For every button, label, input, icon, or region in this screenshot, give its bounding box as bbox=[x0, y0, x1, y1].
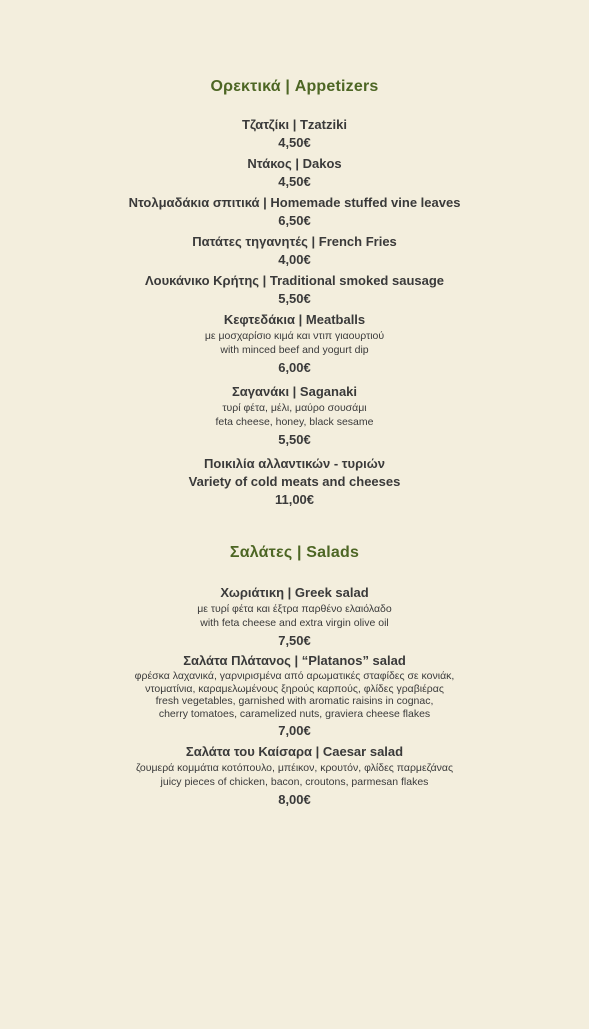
appetizers-title: Ορεκτικά | Appetizers bbox=[210, 78, 379, 95]
item-name: Σαγανάκι | Saganaki bbox=[231, 384, 358, 399]
item-description-gr: ζουμερά κομμάτια κοτόπουλο, μπέικον, κρουτόν, φλίδες παρμεζάνας bbox=[135, 762, 454, 774]
menu-item-caesar-salad bbox=[0, 743, 589, 809]
menu-item-tzatziki bbox=[0, 116, 589, 152]
menu-item-sausage bbox=[0, 272, 589, 308]
item-name: Σαλάτα Πλάτανος | “Platanos” salad bbox=[183, 653, 406, 668]
item-name: Χωριάτικη | Greek salad bbox=[220, 585, 369, 600]
salads-section bbox=[0, 544, 589, 809]
item-price: 5,50€ bbox=[278, 432, 311, 447]
item-name: Λουκάνικο Κρήτης | Traditional smoked sausage bbox=[144, 273, 445, 288]
menu-item-meatballs bbox=[0, 311, 589, 377]
item-name-en: Variety of cold meats and cheeses bbox=[188, 474, 401, 489]
item-description-line: cherry tomatoes, caramelized nuts, graviera cheese flakes bbox=[158, 707, 431, 720]
item-description-line: fresh vegetables, garnished with aromatic raisins in cognac, bbox=[155, 695, 434, 707]
item-name: Ποικιλία αλλαντικών - τυριών bbox=[204, 456, 385, 471]
item-price: 6,50€ bbox=[278, 213, 311, 228]
item-description-en: feta cheese, honey, black sesame bbox=[215, 416, 374, 428]
item-description-en: with minced beef and yogurt dip bbox=[220, 344, 369, 356]
item-price: 6,00€ bbox=[278, 360, 311, 375]
item-description-gr: τυρί φέτα, μέλι, μαύρο σουσάμι bbox=[222, 402, 367, 414]
menu-item-greek-salad bbox=[0, 584, 589, 650]
item-name: Πατάτες τηγανητές | French Fries bbox=[192, 234, 397, 249]
menu-item-french-fries bbox=[0, 233, 589, 269]
item-description-line: φρέσκα λαχανικά, γαρνιρισμένα από αρωματικές σταφίδες σε κονιάκ, bbox=[134, 670, 455, 682]
salads-title: Σαλάτες | Salads bbox=[229, 544, 360, 561]
item-name: Τζατζίκι | Tzatziki bbox=[242, 117, 347, 132]
item-price: 4,00€ bbox=[278, 252, 311, 267]
menu-item-platanos-salad bbox=[0, 652, 589, 740]
item-description-gr: με τυρί φέτα και έξτρα παρθένο ελαιόλαδο bbox=[197, 603, 392, 615]
menu-item-dakos bbox=[0, 155, 589, 191]
item-name: Σαλάτα του Καίσαρα | Caesar salad bbox=[185, 744, 404, 759]
item-name: Ντάκος | Dakos bbox=[247, 156, 342, 171]
item-description-line: ντοματίνια, καραμελωμένους ξηρούς καρπούς, φλίδες γραβιέρας bbox=[145, 682, 444, 695]
item-price: 5,50€ bbox=[278, 291, 311, 306]
menu-item-saganaki bbox=[0, 383, 589, 449]
item-price: 7,00€ bbox=[278, 723, 311, 738]
item-description-gr: με μοσχαρίσιο κιμά και ντιπ γιαουρτιού bbox=[204, 330, 385, 342]
item-name: Κεφτεδάκια | Meatballs bbox=[223, 312, 366, 327]
item-price: 7,50€ bbox=[278, 633, 311, 648]
item-name: Ντολμαδάκια σπιτικά | Homemade stuffed vine leaves bbox=[128, 195, 461, 210]
item-price: 4,50€ bbox=[278, 174, 311, 189]
menu-item-cold-meats bbox=[0, 455, 589, 509]
item-description-en: with feta cheese and extra virgin olive oil bbox=[200, 617, 389, 629]
menu-item-vine-leaves bbox=[0, 194, 589, 230]
appetizers-section bbox=[0, 78, 589, 509]
item-description-en: juicy pieces of chicken, bacon, croutons, parmesan flakes bbox=[160, 776, 429, 788]
item-price: 8,00€ bbox=[278, 792, 311, 807]
item-price: 4,50€ bbox=[278, 135, 311, 150]
item-price: 11,00€ bbox=[274, 492, 315, 507]
